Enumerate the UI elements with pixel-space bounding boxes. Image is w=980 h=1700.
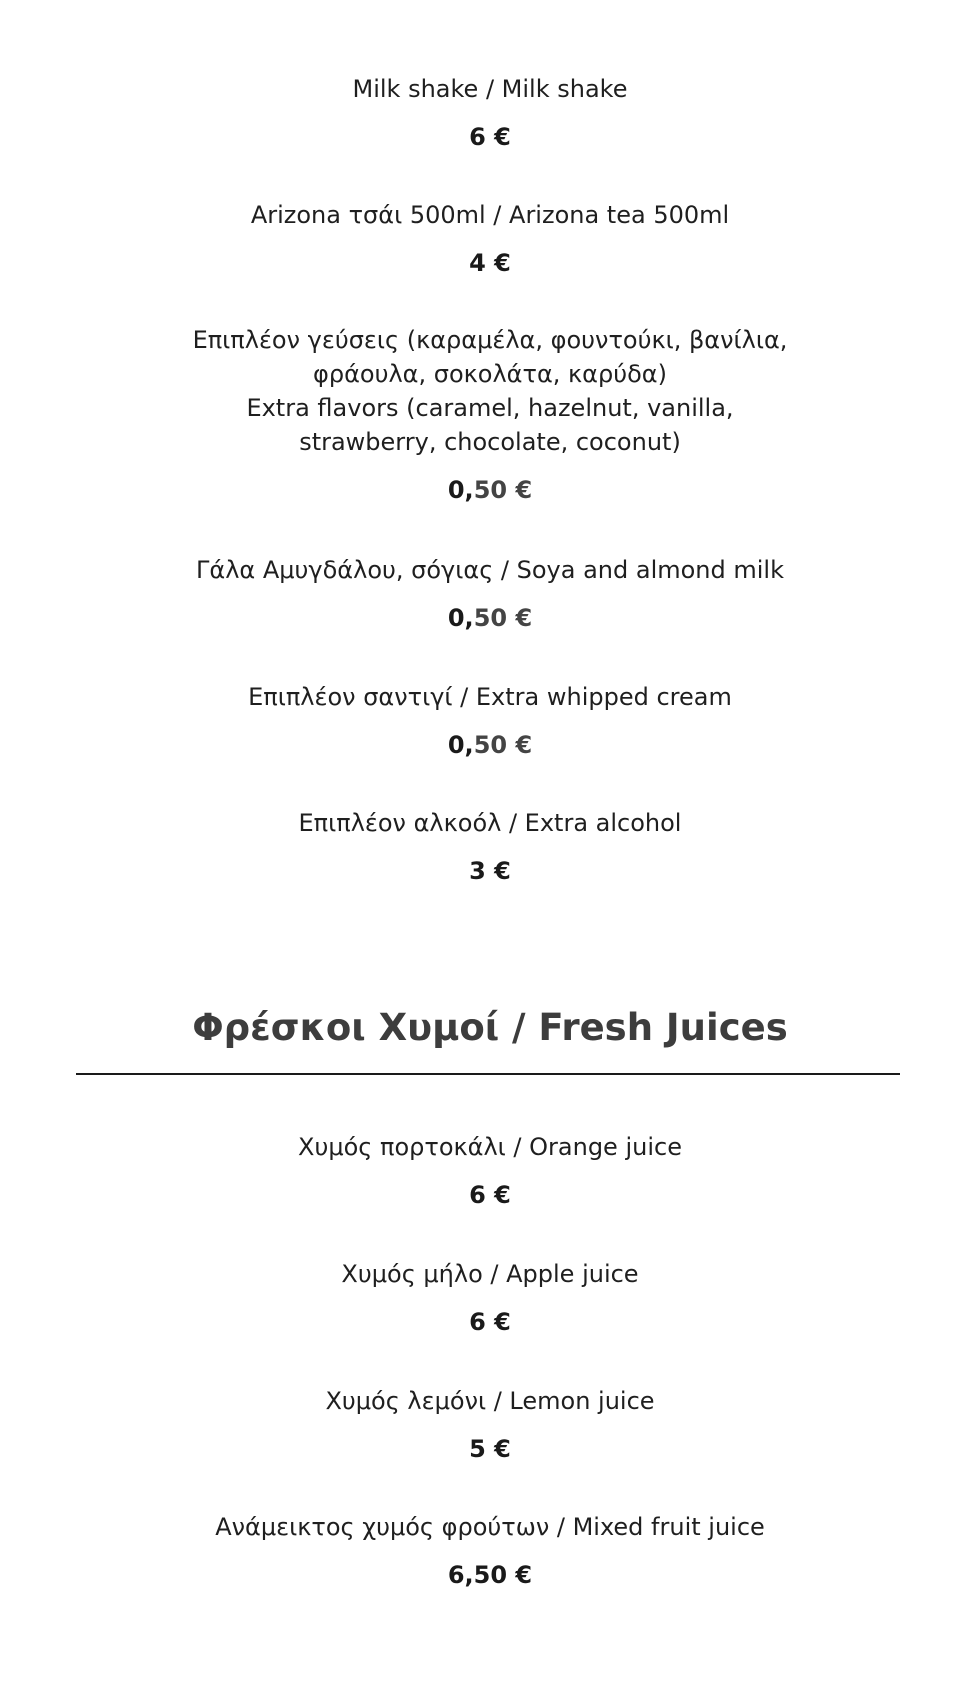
price-currency: €	[485, 1181, 511, 1209]
item-name-line: Επιπλέον σαντιγί / Extra whipped cream	[248, 683, 732, 711]
item-name	[0, 1510, 980, 1544]
price-decimal: 50 €	[473, 731, 533, 759]
item-price	[0, 1305, 980, 1339]
price-integer: 6	[469, 123, 486, 151]
item-price	[0, 854, 980, 888]
price-currency: €	[507, 1561, 533, 1589]
menu-item-mixed-fruit-juice	[0, 1510, 980, 1592]
price-currency: €	[485, 1308, 511, 1336]
item-name-line: Χυμός πορτοκάλι / Orange juice	[298, 1133, 682, 1161]
item-price	[0, 728, 980, 762]
price-integer: 0,	[447, 604, 474, 632]
price-integer: 4	[469, 249, 486, 277]
item-name-line: Επιπλέον γεύσεις (καραμέλα, φουντούκι, βανίλια,	[192, 326, 788, 354]
menu-item-arizona-tea	[0, 198, 980, 280]
item-name-line: Χυμός μήλο / Apple juice	[341, 1260, 639, 1288]
item-name-line: Arizona τσάι 500ml / Arizona tea 500ml	[250, 201, 730, 229]
item-price	[0, 1432, 980, 1466]
item-name-line: Extra flavors (caramel, hazelnut, vanilla,	[246, 394, 734, 422]
price-currency: €	[485, 1435, 511, 1463]
item-name	[0, 72, 980, 106]
item-name	[0, 1384, 980, 1418]
price-integer: 6	[469, 1308, 486, 1336]
item-price	[0, 601, 980, 635]
item-price	[0, 473, 980, 507]
price-integer: 5	[469, 1435, 486, 1463]
item-name	[0, 1130, 980, 1164]
item-name-line: Γάλα Αμυγδάλου, σόγιας / Soya and almond milk	[196, 556, 784, 584]
item-name	[0, 680, 980, 714]
menu-item-lemon-juice	[0, 1384, 980, 1466]
price-integer: 6,50	[447, 1561, 508, 1589]
menu-item-almond-milk	[0, 553, 980, 635]
price-decimal: 50 €	[473, 476, 533, 504]
price-currency: €	[485, 857, 511, 885]
menu-item-milk-shake	[0, 72, 980, 154]
item-name	[0, 806, 980, 840]
item-price	[0, 246, 980, 280]
price-integer: 6	[469, 1181, 486, 1209]
item-name-line: φράουλα, σοκολάτα, καρύδα)	[313, 360, 667, 388]
section-title-fresh-juices: Φρέσκοι Χυμοί / Fresh Juices	[192, 1006, 788, 1049]
item-name	[0, 1257, 980, 1291]
item-name	[0, 323, 980, 459]
price-integer: 0,	[447, 476, 474, 504]
price-integer: 3	[469, 857, 486, 885]
item-name	[0, 553, 980, 587]
item-name-line: Milk shake / Milk shake	[352, 75, 628, 103]
item-price	[0, 1178, 980, 1212]
menu-item-extra-flavors	[0, 323, 980, 507]
menu-item-orange-juice	[0, 1130, 980, 1212]
menu-item-whipped-cream	[0, 680, 980, 762]
price-currency: €	[485, 123, 511, 151]
item-name-line: Χυμός λεμόνι / Lemon juice	[325, 1387, 655, 1415]
price-currency: €	[485, 249, 511, 277]
menu-item-extra-alcohol	[0, 806, 980, 888]
item-name-line: Ανάμεικτος χυμός φρούτων / Mixed fruit juice	[215, 1513, 765, 1541]
item-price	[0, 120, 980, 154]
item-price	[0, 1558, 980, 1592]
section-divider	[76, 1073, 900, 1075]
price-integer: 0,	[447, 731, 474, 759]
item-name	[0, 198, 980, 232]
item-name-line: strawberry, chocolate, coconut)	[299, 428, 681, 456]
menu-item-apple-juice	[0, 1257, 980, 1339]
item-name-line: Επιπλέον αλκοόλ / Extra alcohol	[298, 809, 682, 837]
price-decimal: 50 €	[473, 604, 533, 632]
